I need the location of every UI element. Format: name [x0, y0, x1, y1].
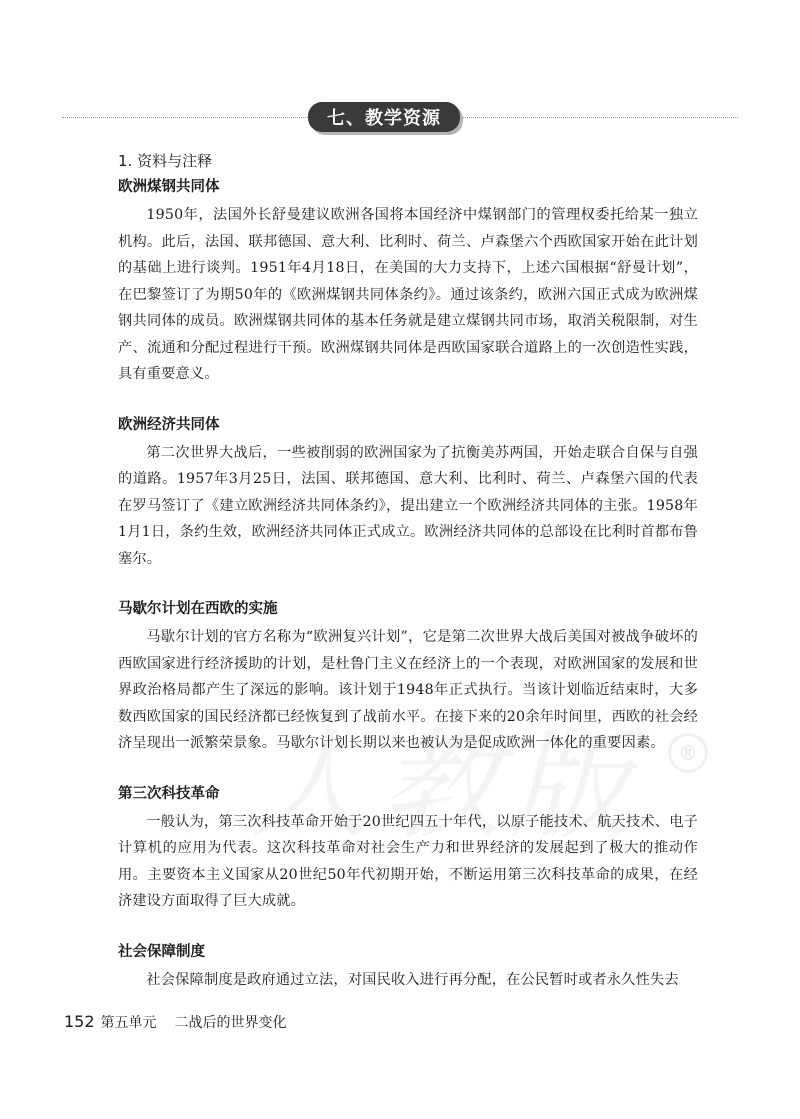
page-number: 152: [64, 1012, 95, 1031]
section-eec: [118, 414, 698, 573]
section-marshall-plan: [118, 598, 698, 757]
registered-mark-icon: ®: [668, 733, 708, 773]
section-heading: 欧洲经济共同体: [118, 416, 220, 433]
unit-label: 第五单元: [100, 1015, 157, 1031]
section-paragraph: 第二次世界大战后，一些被削弱的欧洲国家为了抗衡美苏两国，开始走联合自保与自强的道路。1957年3月25日，法国、联邦德国、意大利、比利时、荷兰、卢森堡六国的代表在罗马签订了《建立欧洲经济共同体条约》，提出建立一个欧洲经济共同体的主张。1958年1月1日，条约生效，欧洲经济共同体正式成立。欧洲经济共同体的总部设在比利时首都布鲁塞尔。: [118, 444, 698, 567]
section-paragraph: 1950年，法国外长舒曼建议欧洲各国将本国经济中煤钢部门的管理权委托给某一独立机构。此后，法国、联邦德国、意大利、比利时、荷兰、卢森堡六个西欧国家开始在此计划的基础上进行谈判。1951年4月18日，在美国的大力支持下，上述六国根据“舒曼计划”，在巴黎签订了为期50年的《欧洲煤钢共同体条约》。通过该条约，欧洲六国正式成为欧洲煤钢共同体的成员。欧洲煤钢共同体的基本任务就是建立煤钢共同市场，取消关税限制，对生产、流通和分配过程进行干预。欧洲煤钢共同体是西欧国家联合道路上的一次创造性实践，具有重要意义。: [118, 207, 698, 382]
section-paragraph: 马歇尔计划的官方名称为“欧洲复兴计划”，它是第二次世界大战后美国对被战争破坏的西欧国家进行经济援助的计划，是杜鲁门主义在经济上的一个表现，对欧洲国家的发展和世界政治格局都产生了深远的影响。该计划于1948年正式执行。当该计划临近结束时，大多数西欧国家的国民经济都已经恢复到了战前水平。在接下来的20余年时间里，西欧的社会经济呈现出一派繁荣景象。马歇尔计划长期以来也被认为是促成欧洲一体化的重要因素。: [118, 629, 698, 751]
section-heading: 欧洲煤钢共同体: [118, 179, 220, 195]
subsection-title: 1. 资料与注释: [118, 152, 213, 170]
section-ecsc: [118, 176, 698, 388]
section-title: 七、教学资源: [327, 108, 441, 129]
page-footer: [64, 1012, 287, 1032]
section-heading: 马歇尔计划在西欧的实施: [118, 601, 278, 617]
section-third-tech-revolution: [118, 783, 698, 915]
section-heading: 第三次科技革命: [118, 785, 220, 802]
section-heading: 社会保障制度: [118, 943, 205, 960]
section-social-security: [118, 941, 698, 994]
main-content: [118, 150, 698, 1019]
section-paragraph: 一般认为，第三次科技革命开始于20世纪四五十年代，以原子能技术、航天技术、电子计算机的应用为代表。这次科技革命对社会生产力和世界经济的发展起到了极大的推动作用。主要资本主义国家从20世纪50年代初期开始，不断运用第三次科技革命的成果，在经济建设方面取得了巨大成就。: [118, 813, 698, 909]
section-title-badge: [308, 102, 460, 132]
unit-title: 二战后的世界变化: [174, 1015, 287, 1031]
section-paragraph: 社会保障制度是政府通过立法，对国民收入进行再分配，在公民暂时或者永久性失去: [146, 971, 679, 988]
